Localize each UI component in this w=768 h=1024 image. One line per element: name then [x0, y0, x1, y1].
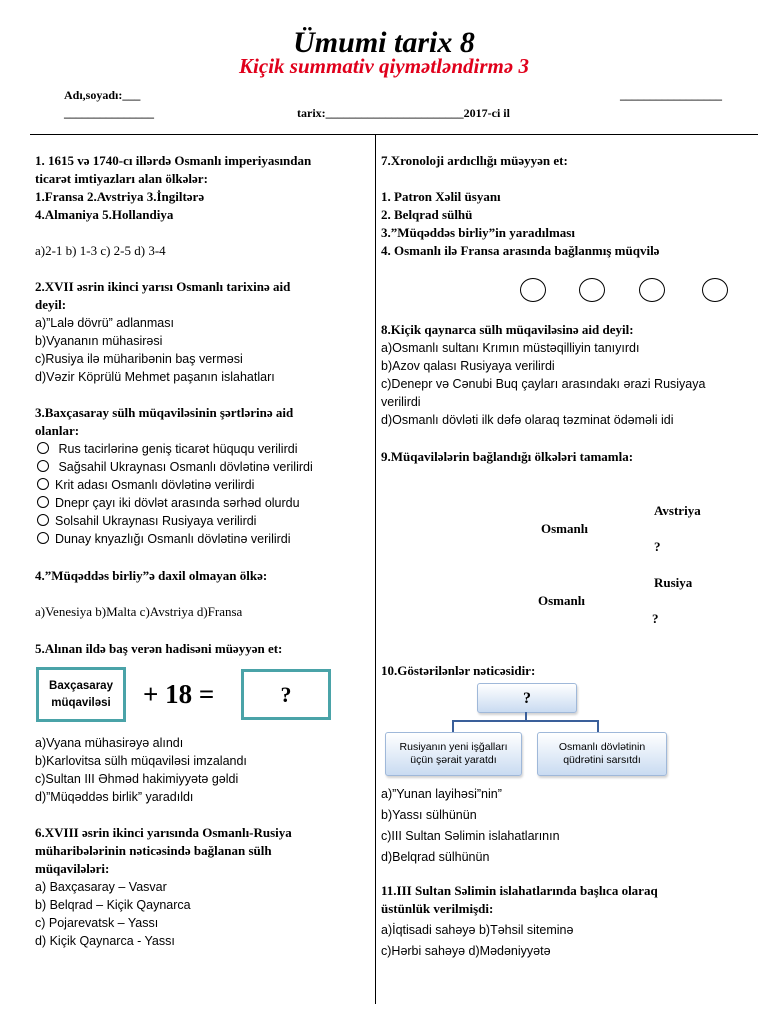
q10-connector-left: [452, 720, 454, 732]
q8-option-c-line1: c)Denepr və Cənubi Buq çayları arasındakı ərazi Rusiyaya: [381, 377, 706, 391]
q5-option-c: c)Sultan III Əhməd hakimiyyətə gəldi: [35, 772, 239, 786]
header-divider: [30, 134, 758, 135]
q6-option-a: a) Baxçasaray – Vasvar: [35, 880, 167, 894]
q9-row2-left: Osmanlı: [538, 593, 585, 608]
q7-item-2: 2. Belqrad sülhü: [381, 207, 473, 222]
q9-row1-left: Osmanlı: [541, 521, 588, 536]
q7-question: 7.Xronoloji ardıcllığı müəyyən et:: [381, 153, 568, 168]
q10-connector-bar: [452, 720, 599, 722]
q3-option-5[interactable]: Solsahil Ukraynası Rusiyaya verilirdi: [37, 512, 256, 530]
q1-question-line2: ticarət imtiyazları alan ölkələr:: [35, 171, 208, 186]
q8-option-b: b)Azov qalası Rusiyaya verilirdi: [381, 359, 555, 373]
q3-option-6[interactable]: Dunay knyazlığı Osmanlı dövlətinə verilirdi: [37, 530, 291, 548]
q11-question-line1: 11.III Sultan Səlimin islahatlarında başlıca olaraq: [381, 883, 658, 898]
q6-question-line2: müharibələrinin nəticəsində bağlanan sülh: [35, 843, 272, 858]
q10-connector-right: [597, 720, 599, 732]
q6-option-b: b) Belqrad – Kiçik Qaynarca: [35, 898, 191, 912]
q8-option-c-line2: verilirdi: [381, 395, 421, 409]
q7-item-4: 4. Osmanlı ilə Fransa arasında bağlanmış müqvilə: [381, 243, 660, 258]
q1-items-line1: 1.Fransa 2.Avstriya 3.İngiltərə: [35, 189, 205, 204]
q11-answers-line2: c)Hərbi sahəyə d)Mədəniyyətə: [381, 944, 551, 958]
q10-option-c: c)III Sultan Səlimin islahatlarının: [381, 829, 560, 843]
q11-answers-line1: a)İqtisadi sahəyə b)Təhsil siteminə: [381, 923, 574, 937]
q8-option-a: a)Osmanlı sultanı Krımın müstəqilliyin tanıyırdı: [381, 341, 640, 355]
radio-circle-icon[interactable]: [37, 460, 49, 472]
q8-question: 8.Kiçik qaynarca sülh müqaviləsinə aid deyil:: [381, 322, 634, 337]
q1-answers: a)2-1 b) 1-3 c) 2-5 d) 3-4: [35, 243, 166, 258]
q3-option-4[interactable]: Dnepr çayı iki dövlət arasında sərhəd olurdu: [37, 494, 300, 512]
q5-question: 5.Alınan ildə baş verən hadisəni müəyyən et:: [35, 641, 283, 656]
q1-question-line1: 1. 1615 və 1740-cı illərdə Osmanlı imperiyasından: [35, 153, 312, 168]
q9-row2-question[interactable]: ?: [652, 611, 659, 626]
column-divider: [375, 134, 376, 1004]
radio-circle-icon[interactable]: [37, 532, 49, 544]
name-label: Adı,soyadı:___: [64, 88, 141, 102]
q9-row1-top: Avstriya: [654, 503, 701, 518]
class-blank: _______________: [64, 106, 154, 120]
q3-question-line2: olanlar:: [35, 423, 80, 438]
q10-option-a: a)”Yunan layihəsi”nin”: [381, 787, 502, 801]
q3-option-1[interactable]: Rus tacirlərinə geniş ticarət hüququ verilirdi: [37, 440, 297, 458]
q1-items-line2: 4.Almaniya 5.Hollandiya: [35, 207, 174, 222]
q10-question: 10.Göstərilənlər nəticəsidir:: [381, 663, 536, 678]
q6-option-c: c) Pojarevatsk – Yassı: [35, 916, 159, 930]
q2-option-d: d)Vəzir Köprülü Mehmet paşanın islahatları: [35, 370, 275, 384]
radio-circle-icon[interactable]: [37, 442, 49, 454]
radio-circle-icon[interactable]: [37, 478, 49, 490]
q10-box-left: Rusiyanın yeni işğalları üçün şərait yaratdı: [385, 732, 522, 776]
q5-plus-18: + 18 =: [143, 679, 215, 709]
q10-option-d: d)Belqrad sülhünün: [381, 850, 490, 864]
q5-option-d: d)”Müqəddəs birlik” yaradıldı: [35, 790, 194, 804]
q7-order-circle-1[interactable]: [520, 278, 546, 302]
page-subtitle: Kiçik summativ qiymətləndirmə 3: [239, 54, 529, 78]
q6-question-line3: müqavilələri:: [35, 861, 110, 876]
q7-item-3: 3.”Müqəddəs birliy”in yaradılması: [381, 225, 575, 240]
q9-row2-top: Rusiya: [654, 575, 693, 590]
q10-box-right: Osmanlı dövlətinin qüdrətini sarsıtdı: [537, 732, 667, 776]
q10-option-b: b)Yassı sülhünün: [381, 808, 477, 822]
name-blank: _________________: [620, 88, 722, 102]
q3-option-3[interactable]: Krit adası Osmanlı dövlətinə verilirdi: [37, 476, 254, 494]
q9-question: 9.Müqavilələrin bağlandığı ölkələri tamamla:: [381, 449, 634, 464]
q6-question-line1: 6.XVIII əsrin ikinci yarısında Osmanlı-Rusiya: [35, 825, 292, 840]
q2-option-b: b)Vyananın mühasirəsi: [35, 334, 163, 348]
date-label: tarix:_______________________2017-ci il: [297, 106, 510, 120]
q10-top-box[interactable]: ?: [477, 683, 577, 713]
q4-answers: a)Venesiya b)Malta c)Avstriya d)Fransa: [35, 604, 243, 619]
q7-order-circle-2[interactable]: [579, 278, 605, 302]
q2-option-a: a)”Lalə dövrü” adlanması: [35, 316, 174, 330]
q9-row1-question[interactable]: ?: [654, 539, 661, 554]
q5-treaty-box: Baxçasaray müqaviləsi: [36, 667, 126, 722]
q2-option-c: c)Rusiya ilə müharibənin baş verməsi: [35, 352, 243, 366]
q5-option-a: a)Vyana mühasirəyə alındı: [35, 736, 184, 750]
q11-question-line2: üstünlük verilmişdi:: [381, 901, 494, 916]
q2-question-line2: deyil:: [35, 297, 67, 312]
q3-question-line1: 3.Baxçasaray sülh müqaviləsinin şərtlərinə aid: [35, 405, 294, 420]
q4-question: 4.”Müqəddəs birliy”ə daxil olmayan ölkə:: [35, 568, 268, 583]
q7-item-1: 1. Patron Xəlil üsyanı: [381, 189, 501, 204]
q2-question-line1: 2.XVII əsrin ikinci yarısı Osmanlı tarixinə aid: [35, 279, 291, 294]
q5-option-b: b)Karlovitsa sülh müqaviləsi imzalandı: [35, 754, 247, 768]
radio-circle-icon[interactable]: [37, 496, 49, 508]
q6-option-d: d) Kiçik Qaynarca - Yassı: [35, 934, 175, 948]
q3-option-2[interactable]: Sağsahil Ukraynası Osmanlı dövlətinə verilirdi: [37, 458, 313, 476]
q5-answer-box[interactable]: ?: [241, 669, 331, 720]
radio-circle-icon[interactable]: [37, 514, 49, 526]
page-title: Ümumi tarix 8: [293, 26, 475, 59]
q7-order-circle-4[interactable]: [702, 278, 728, 302]
q8-option-d: d)Osmanlı dövləti ilk dəfə olaraq təzminat ödəməli idi: [381, 413, 674, 427]
q7-order-circle-3[interactable]: [639, 278, 665, 302]
